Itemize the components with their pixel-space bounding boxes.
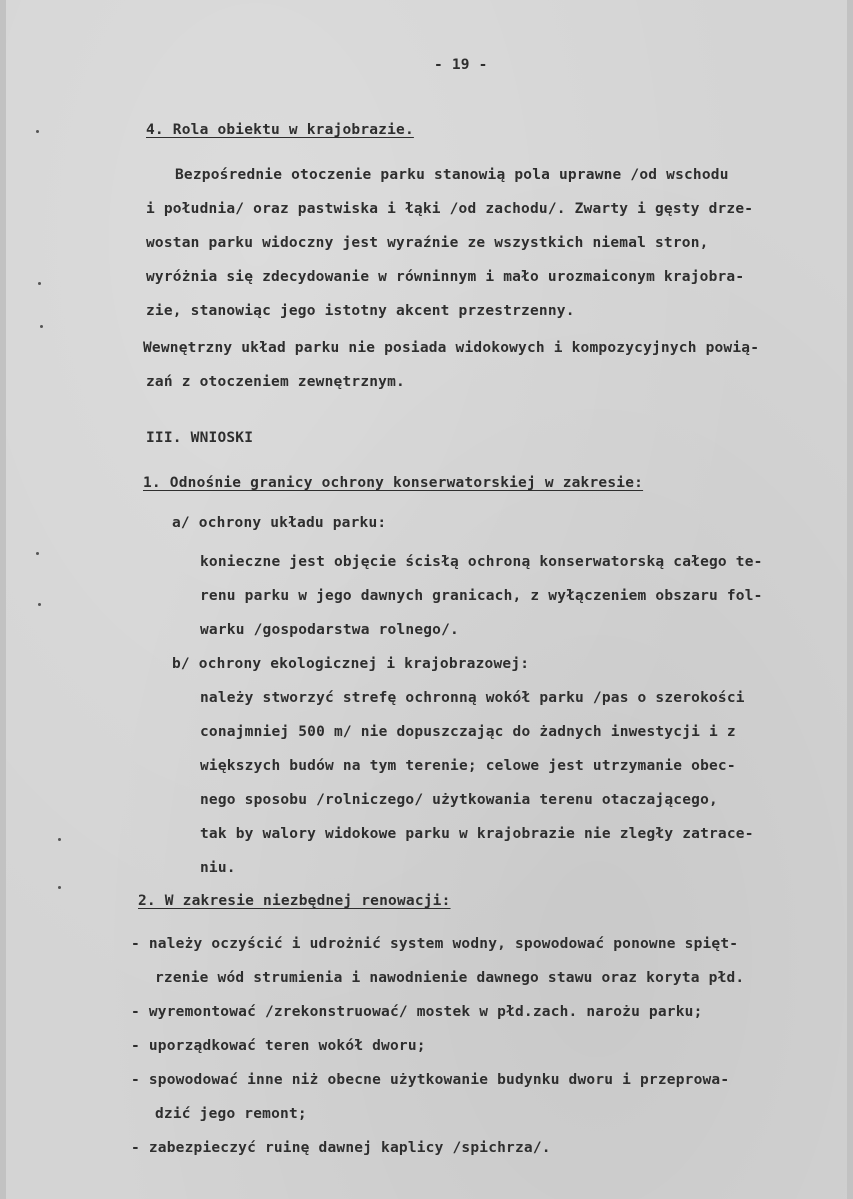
section4-line-5: zie, stanowiąc jego istotny akcent przestrzenny. xyxy=(146,303,575,319)
subsection1-b-label: b/ ochrony ekologicznej i krajobrazowej: xyxy=(172,656,530,672)
speck-mark xyxy=(36,130,39,133)
section4-line-4: wyróżnia się zdecydowanie w równinnym i mało urozmaiconym krajobra- xyxy=(146,269,745,285)
subsection1-a-line-3: warku /gospodarstwa rolnego/. xyxy=(200,622,459,638)
subsection2-line-7: - zabezpieczyć ruinę dawnej kaplicy /spichrza/. xyxy=(131,1140,551,1156)
subsection1-a-line-1: konieczne jest objęcie ścisłą ochroną konserwatorską całego te- xyxy=(200,554,763,570)
subsection1-b-line-4: nego sposobu /rolniczego/ użytkowania terenu otaczającego, xyxy=(200,792,718,808)
speck-mark xyxy=(36,552,39,555)
page-edge-left xyxy=(0,0,6,1199)
speck-mark xyxy=(40,325,43,328)
subsection2-heading: 2. W zakresie niezbędnej renowacji: xyxy=(138,893,451,909)
subsection2-line-5: - spowodować inne niż obecne użytkowanie budynku dworu i przeprowa- xyxy=(131,1072,730,1088)
section4-line-6: Wewnętrzny układ parku nie posiada widokowych i kompozycyjnych powią- xyxy=(143,340,760,356)
subsection2-line-4: - uporządkować teren wokół dworu; xyxy=(131,1038,426,1054)
subsection1-b-line-3: większych budów na tym terenie; celowe jest utrzymanie obec- xyxy=(200,758,736,774)
subsection2-line-3: - wyremontować /zrekonstruować/ mostek w płd.zach. narożu parku; xyxy=(131,1004,703,1020)
subsection1-b-line-6: niu. xyxy=(200,860,236,876)
subsection1-b-line-1: należy stworzyć strefę ochronną wokół parku /pas o szerokości xyxy=(200,690,745,706)
section4-line-3: wostan parku widoczny jest wyraźnie ze wszystkich niemal stron, xyxy=(146,235,709,251)
speck-mark xyxy=(38,603,41,606)
speck-mark xyxy=(58,886,61,889)
page-edge-right xyxy=(847,0,853,1199)
section4-line-2: i południa/ oraz pastwiska i łąki /od zachodu/. Zwarty i gęsty drze- xyxy=(146,201,754,217)
section3-heading: III. WNIOSKI xyxy=(146,430,254,446)
subsection1-b-line-5: tak by walory widokowe parku w krajobrazie nie zległy zatrace- xyxy=(200,826,754,842)
section4-heading: 4. Rola obiektu w krajobrazie. xyxy=(146,122,414,138)
subsection1-a-label: a/ ochrony układu parku: xyxy=(172,515,387,531)
subsection2-line-6: dzić jego remont; xyxy=(155,1106,307,1122)
speck-mark xyxy=(38,282,41,285)
section4-line-1: Bezpośrednie otoczenie parku stanowią pola uprawne /od wschodu xyxy=(175,167,729,183)
page-number: - 19 - xyxy=(434,57,488,73)
subsection2-line-1: - należy oczyścić i udrożnić system wodny, spowodować ponowne spięt- xyxy=(131,936,739,952)
subsection1-b-line-2: conajmniej 500 m/ nie dopuszczając do żadnych inwestycji i z xyxy=(200,724,736,740)
subsection2-line-2: rzenie wód strumienia i nawodnienie dawnego stawu oraz koryta płd. xyxy=(155,970,745,986)
speck-mark xyxy=(58,838,61,841)
subsection1-a-line-2: renu parku w jego dawnych granicach, z wyłączeniem obszaru fol- xyxy=(200,588,763,604)
section4-line-7: zań z otoczeniem zewnętrznym. xyxy=(146,374,405,390)
subsection1-heading: 1. Odnośnie granicy ochrony konserwatorskiej w zakresie: xyxy=(143,475,644,491)
